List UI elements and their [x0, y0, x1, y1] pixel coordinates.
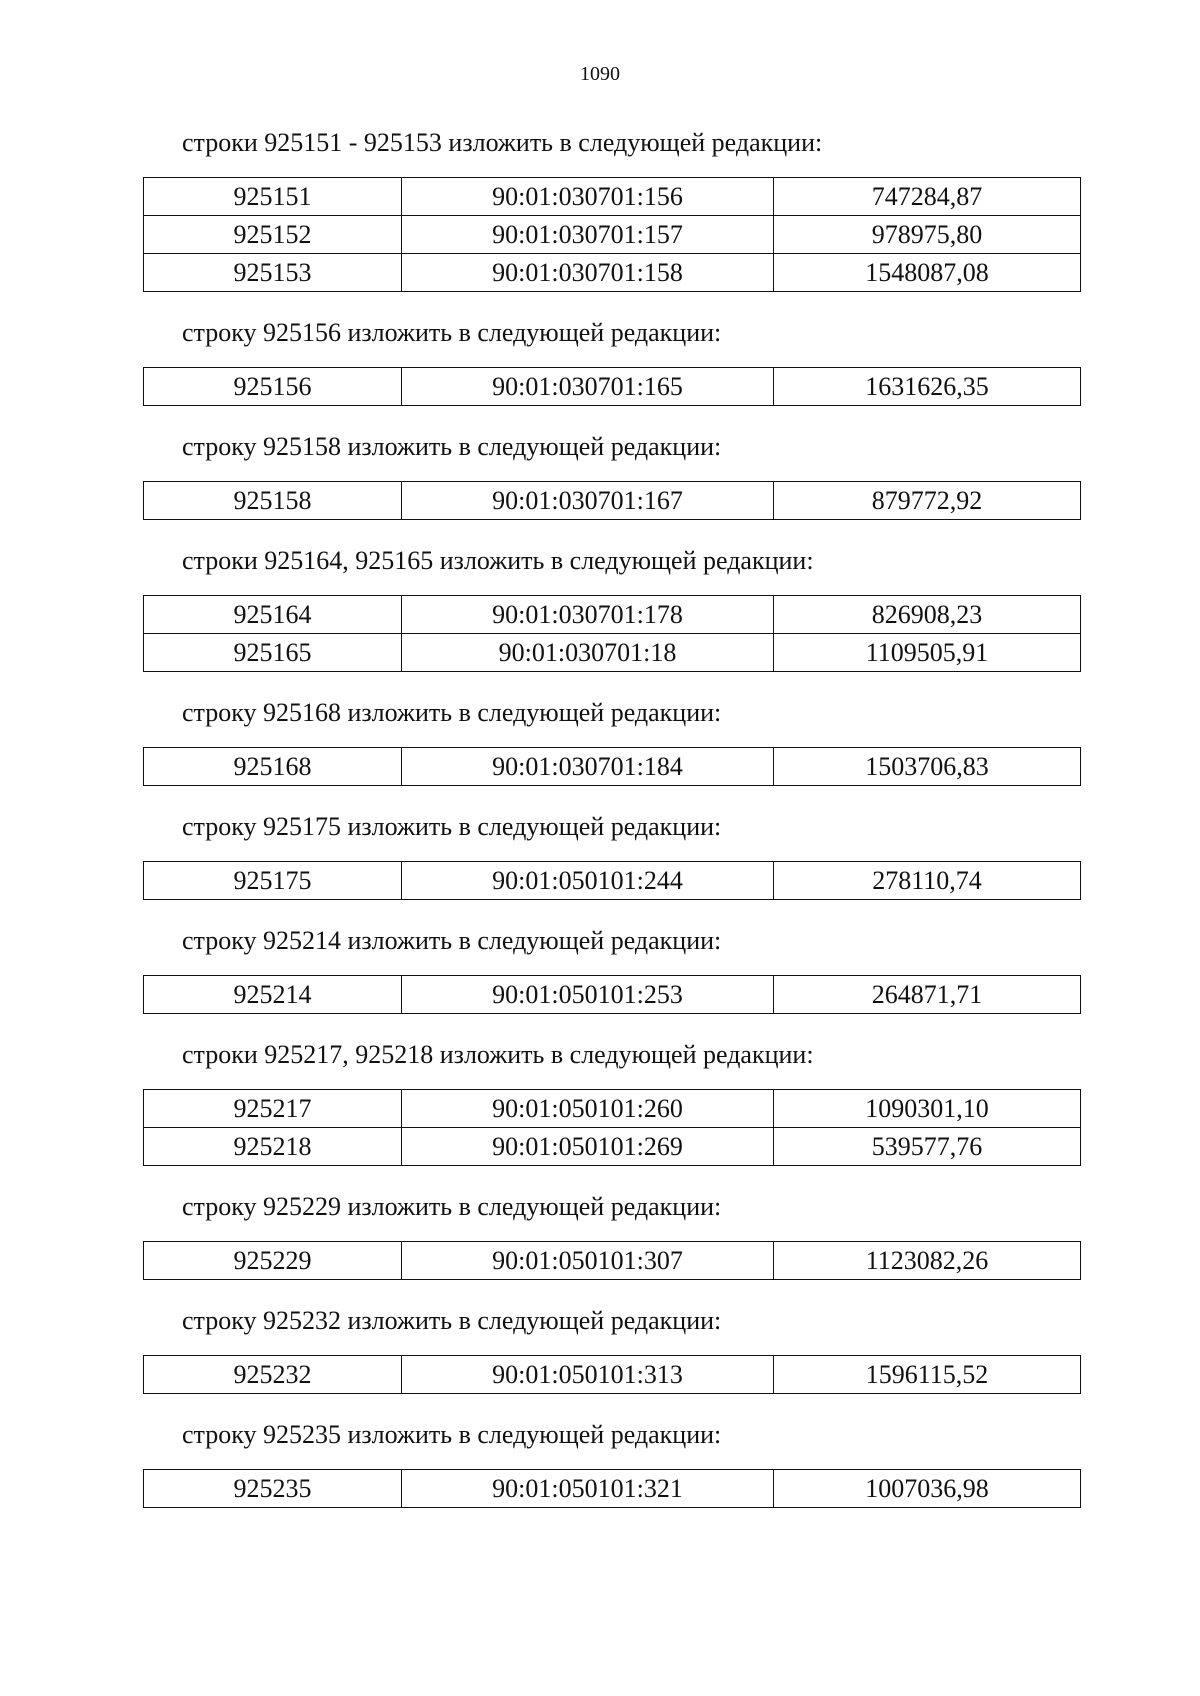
row-number-cell: 925217: [144, 1090, 402, 1128]
cadastral-number-cell: 90:01:030701:157: [402, 216, 774, 254]
cadastral-number-cell: 90:01:050101:313: [402, 1356, 774, 1394]
row-number-cell: 925168: [144, 748, 402, 786]
row-number-cell: 925229: [144, 1242, 402, 1280]
row-number-cell: 925152: [144, 216, 402, 254]
table-row: [144, 254, 1081, 292]
cadastral-number-cell: 90:01:030701:178: [402, 596, 774, 634]
row-number-cell: 925151: [144, 178, 402, 216]
amendment-table: [143, 367, 1081, 406]
table-row: [144, 1090, 1081, 1128]
row-number-cell: 925232: [144, 1356, 402, 1394]
amendment-table: [143, 177, 1081, 292]
row-number-cell: 925218: [144, 1128, 402, 1166]
value-cell: 1548087,08: [774, 254, 1081, 292]
amendment-section: [143, 546, 1080, 672]
table-row: [144, 634, 1081, 672]
row-number-cell: 925175: [144, 862, 402, 900]
amendment-table: [143, 1089, 1081, 1166]
table-row: [144, 178, 1081, 216]
table-row: [144, 748, 1081, 786]
value-cell: 879772,92: [774, 482, 1081, 520]
value-cell: 826908,23: [774, 596, 1081, 634]
amendment-table: [143, 1241, 1081, 1280]
table-row: [144, 1242, 1081, 1280]
instruction-text: строку 925235 изложить в следующей редакции:: [182, 1420, 722, 1449]
amendment-section: [143, 812, 1080, 900]
table-row: [144, 216, 1081, 254]
value-cell: 278110,74: [774, 862, 1081, 900]
value-cell: 978975,80: [774, 216, 1081, 254]
value-cell: 1007036,98: [774, 1470, 1081, 1508]
row-number-cell: 925164: [144, 596, 402, 634]
cadastral-number-cell: 90:01:030701:158: [402, 254, 774, 292]
cadastral-number-cell: 90:01:030701:165: [402, 368, 774, 406]
amendment-table: [143, 481, 1081, 520]
document-body: [143, 128, 1080, 1534]
amendment-section: [143, 926, 1080, 1014]
table-row: [144, 482, 1081, 520]
table-row: [144, 596, 1081, 634]
amendment-section: [143, 432, 1080, 520]
table-row: [144, 1128, 1081, 1166]
instruction-text: строку 925229 изложить в следующей редакции:: [182, 1192, 722, 1221]
amendment-section: [143, 1192, 1080, 1280]
amendment-table: [143, 595, 1081, 672]
value-cell: 1596115,52: [774, 1356, 1081, 1394]
value-cell: 264871,71: [774, 976, 1081, 1014]
cadastral-number-cell: 90:01:030701:167: [402, 482, 774, 520]
page-number: 1090: [580, 63, 620, 85]
value-cell: 1631626,35: [774, 368, 1081, 406]
amendment-table: [143, 861, 1081, 900]
amendment-table: [143, 975, 1081, 1014]
instruction-text: строку 925214 изложить в следующей редакции:: [182, 926, 722, 955]
value-cell: 1123082,26: [774, 1242, 1081, 1280]
row-number-cell: 925153: [144, 254, 402, 292]
cadastral-number-cell: 90:01:030701:184: [402, 748, 774, 786]
row-number-cell: 925165: [144, 634, 402, 672]
instruction-text: строку 925175 изложить в следующей редакции:: [182, 812, 722, 841]
value-cell: 539577,76: [774, 1128, 1081, 1166]
table-row: [144, 1470, 1081, 1508]
value-cell: 747284,87: [774, 178, 1081, 216]
cadastral-number-cell: 90:01:050101:307: [402, 1242, 774, 1280]
instruction-text: строку 925156 изложить в следующей редакции:: [182, 318, 722, 347]
table-row: [144, 368, 1081, 406]
amendment-section: [143, 1040, 1080, 1166]
table-row: [144, 1356, 1081, 1394]
instruction-text: строки 925217, 925218 изложить в следующей редакции:: [182, 1040, 814, 1069]
instruction-text: строку 925232 изложить в следующей редакции:: [182, 1306, 722, 1335]
amendment-section: [143, 318, 1080, 406]
table-row: [144, 976, 1081, 1014]
amendment-section: [143, 128, 1080, 292]
cadastral-number-cell: 90:01:050101:269: [402, 1128, 774, 1166]
value-cell: 1503706,83: [774, 748, 1081, 786]
cadastral-number-cell: 90:01:030701:18: [402, 634, 774, 672]
table-row: [144, 862, 1081, 900]
row-number-cell: 925156: [144, 368, 402, 406]
instruction-text: строку 925158 изложить в следующей редакции:: [182, 432, 722, 461]
amendment-table: [143, 1355, 1081, 1394]
amendment-section: [143, 698, 1080, 786]
cadastral-number-cell: 90:01:050101:244: [402, 862, 774, 900]
row-number-cell: 925214: [144, 976, 402, 1014]
cadastral-number-cell: 90:01:050101:260: [402, 1090, 774, 1128]
instruction-text: строки 925164, 925165 изложить в следующей редакции:: [182, 546, 814, 575]
instruction-text: строки 925151 - 925153 изложить в следующей редакции:: [182, 128, 823, 157]
amendment-table: [143, 1469, 1081, 1508]
row-number-cell: 925235: [144, 1470, 402, 1508]
instruction-text: строку 925168 изложить в следующей редакции:: [182, 698, 722, 727]
cadastral-number-cell: 90:01:050101:253: [402, 976, 774, 1014]
amendment-section: [143, 1420, 1080, 1508]
row-number-cell: 925158: [144, 482, 402, 520]
cadastral-number-cell: 90:01:030701:156: [402, 178, 774, 216]
value-cell: 1090301,10: [774, 1090, 1081, 1128]
amendment-section: [143, 1306, 1080, 1394]
value-cell: 1109505,91: [774, 634, 1081, 672]
amendment-table: [143, 747, 1081, 786]
cadastral-number-cell: 90:01:050101:321: [402, 1470, 774, 1508]
